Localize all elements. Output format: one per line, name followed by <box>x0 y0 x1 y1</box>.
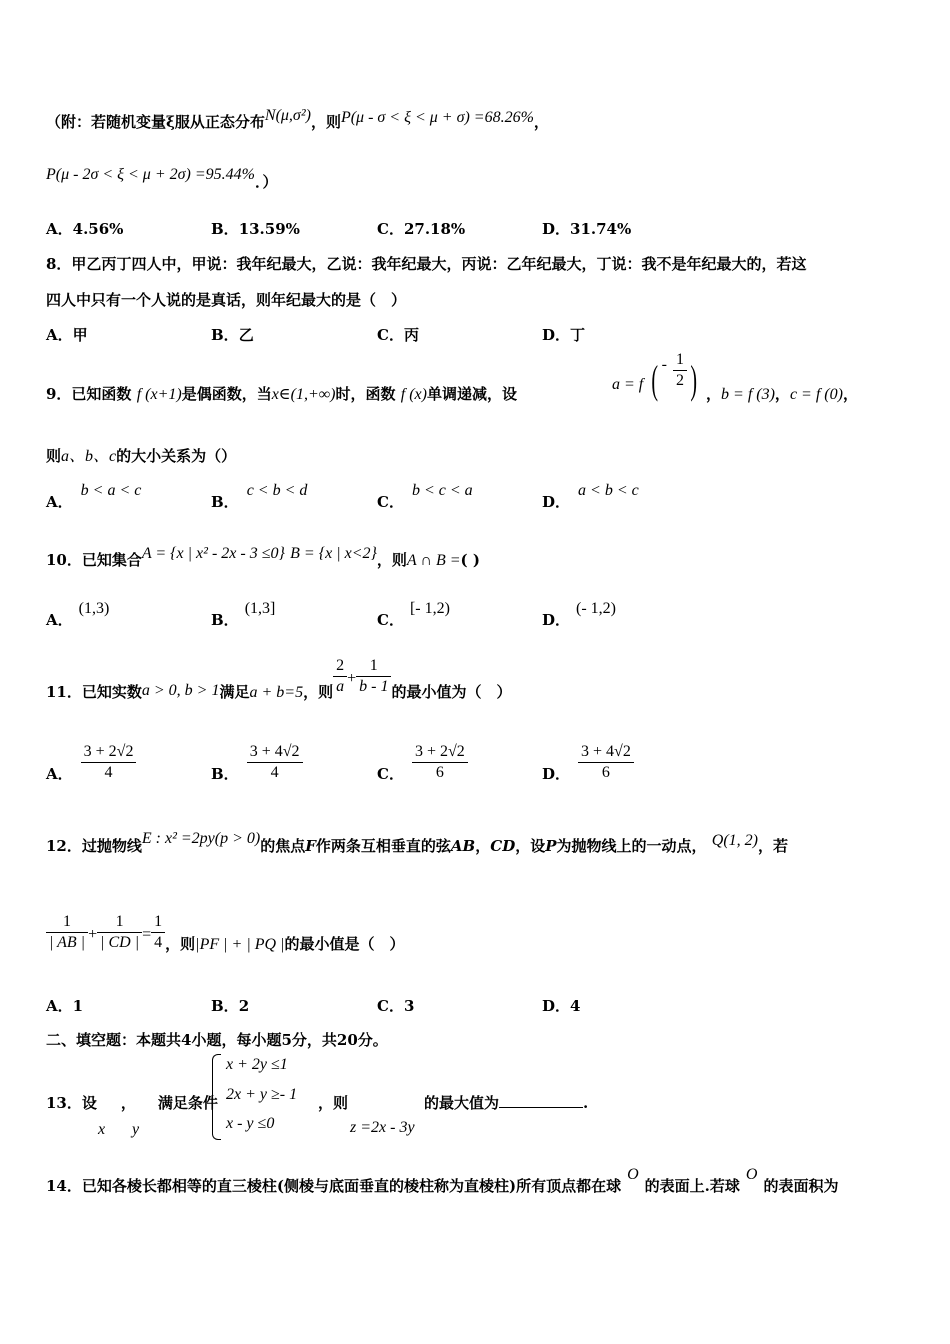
q13-answer-blank[interactable] <box>499 1093 583 1108</box>
q9-a-lparen: ( <box>651 357 659 402</box>
q13-var-y: y <box>132 1121 140 1138</box>
q7-option-d: D．31.74% <box>542 220 632 238</box>
q9-f1: f (x+1) <box>136 386 182 403</box>
q10-num: 10．已知集合 <box>46 551 142 569</box>
q11-option-a: A． $\frac{3 + 2√2}{4}$ <box>46 742 136 783</box>
q12-option-b: B．2 <box>211 997 250 1015</box>
q11-eq: a + b=5 <box>249 684 304 701</box>
q13-constraint-2: 2x + y ≥- 1 <box>226 1086 298 1103</box>
q11-line: 11．已知实数a > 0, b > 1满足a + b=5，则 $\frac{2}{a}$ + $\frac{1}{b - 1}$ 的最小值为（ ） <box>46 657 512 701</box>
q14-line: 14．已知各棱长都相等的直三棱柱(侧棱与底面垂直的棱柱称为直棱柱)所有顶点都在球O的表面上.若球O的表面积为 <box>46 1166 839 1195</box>
note-prefix: （附：若随机变量ξ服从正态分布 <box>46 113 265 131</box>
section-2-heading: 二、填空题：本题共4小题，每小题5分，共20分。 <box>46 1031 388 1049</box>
q13-brace <box>212 1054 221 1140</box>
q13-objective: z =2x - 3y <box>350 1119 415 1136</box>
q9-a-rparen: ) <box>690 357 697 402</box>
q8-option-b: B．乙 <box>211 326 254 344</box>
q10-option-c: C．[- 1,2) <box>377 600 450 629</box>
q12-expr: |PF | + | PQ | <box>195 936 285 953</box>
q10-set-a: A = {x | x² - 2x - 3 ≤0} <box>141 545 285 562</box>
q9-option-b: B．c < b < d <box>211 482 308 511</box>
q12-option-d: D．4 <box>542 997 581 1015</box>
q13-var-x: x <box>98 1121 106 1138</box>
q9-num: 9．已知函数 <box>46 385 132 403</box>
q12-frac-cd: $\frac{1}{| CD |}$ <box>97 912 142 953</box>
q9-line-1 <box>46 384 517 405</box>
note-dist: N(μ,σ²) <box>264 107 311 124</box>
q11-option-d: D． $\frac{3 + 4√2}{6}$ <box>542 742 634 783</box>
q11-frac-2: $\frac{1}{b - 1}$ <box>356 656 391 697</box>
q7-option-a: A．4.56% <box>46 220 124 238</box>
q10-option-d: D．(- 1,2) <box>542 600 616 629</box>
q8-line-1: 8．甲乙丙丁四人中，甲说：我年纪最大，乙说：我年纪最大，丙说：乙年纪最大，丁说：我不是年纪最大的，若这 <box>46 255 807 273</box>
q10-line <box>46 545 480 571</box>
q10-option-b: B．(1,3] <box>211 600 276 629</box>
q8-option-d: D．丁 <box>542 326 586 344</box>
q12-frac-ab: $\frac{1}{| AB |}$ <box>46 912 88 953</box>
note-end: ．） <box>254 173 278 191</box>
q9-bc-defs: ，b = f (3)，c = f (0)， <box>706 385 858 403</box>
q9-t3: 单调递减，设 <box>426 385 517 403</box>
q9-c-def: c = f (0) <box>789 386 843 403</box>
q14-sphere-o-1: O <box>627 1166 639 1183</box>
q9-t1: 是偶函数，当 <box>181 385 272 403</box>
q10-option-a: A．(1,3) <box>46 600 110 629</box>
q12-curve: E : x² =2py(p > 0) <box>141 830 261 847</box>
q11-frac-1: $\frac{2}{a}$ <box>333 656 347 697</box>
q12-option-a: A．1 <box>46 997 84 1015</box>
q9-a-def <box>612 351 700 402</box>
q13-label: 13．设 ， 满足条件 <box>46 1094 218 1112</box>
note-p2: P(μ - 2σ < ξ < μ + 2σ) =95.44% <box>46 166 255 183</box>
q11-option-b: B． $\frac{3 + 4√2}{4}$ <box>211 742 303 783</box>
q12-option-c: C．3 <box>377 997 415 1015</box>
q10-end: ( ) <box>460 551 480 569</box>
note-line-1 <box>46 107 549 133</box>
q9-a-lhs: a = f <box>612 376 644 393</box>
q9-a-frac: $\frac{1}{2}$ <box>673 350 687 391</box>
q10-t: ，则 <box>376 551 407 569</box>
q8-line-2: 四人中只有一个人说的是真话，则年纪最大的是（ ） <box>46 291 407 309</box>
q9-option-a: A．b < a < c <box>46 482 142 511</box>
q13-constraint-3: x - y ≤0 <box>226 1115 275 1132</box>
q9-option-d: D．a < b < c <box>542 482 639 511</box>
q11-cond: a > 0, b > 1 <box>141 682 220 699</box>
note-p1: P(μ - σ < ξ < μ + σ) =68.26% <box>340 109 534 126</box>
q12-line-1: 12．过抛物线E : x² =2py(p > 0)的焦点F作两条互相垂直的弦AB，CD，设P为抛物线上的一动点， Q(1, 2)，若 <box>46 830 788 855</box>
q11-option-c: C． $\frac{3 + 2√2}{6}$ <box>377 742 468 783</box>
q14-sphere-o-2: O <box>745 1166 758 1183</box>
note-line-2 <box>46 164 278 191</box>
q9-t2: 时，函数 <box>335 385 396 403</box>
q9-line-2: 则a、b、c的大小关系为（） <box>46 447 237 465</box>
q9-f2: f (x) <box>400 386 427 403</box>
q13-constraint-1: x + 2y ≤1 <box>226 1056 288 1073</box>
q9-option-c: C．b < c < a <box>377 482 473 511</box>
q12-frac-quarter: $\frac{1}{4}$ <box>151 912 165 953</box>
q12-point-q: Q(1, 2) <box>711 832 758 849</box>
note-mid: ，则 <box>310 113 341 131</box>
note-comma: ， <box>533 113 549 131</box>
q10-expr: A ∩ B = <box>406 552 461 569</box>
q9-a-minus: - <box>661 356 667 373</box>
q10-set-b: B = {x | x<2} <box>290 545 377 562</box>
q12-line-2: $\frac{1}{| AB |}$ + $\frac{1}{| CD |}$ = $\frac{1}{4}$ ，则|PF | + | PQ |的最小值是（ ） <box>46 912 404 953</box>
q7-option-c: C．27.18% <box>377 220 466 238</box>
q7-option-b: B．13.59% <box>211 220 300 238</box>
q9-vars: a、b、c <box>61 448 117 465</box>
q8-option-c: C．丙 <box>377 326 419 344</box>
q9-cond: x∈(1,+∞) <box>271 386 336 403</box>
q13-tail: ，则 的最大值为 . <box>318 1094 589 1112</box>
q9-b-def: b = f (3) <box>721 386 775 403</box>
q8-option-a: A．甲 <box>46 326 88 344</box>
